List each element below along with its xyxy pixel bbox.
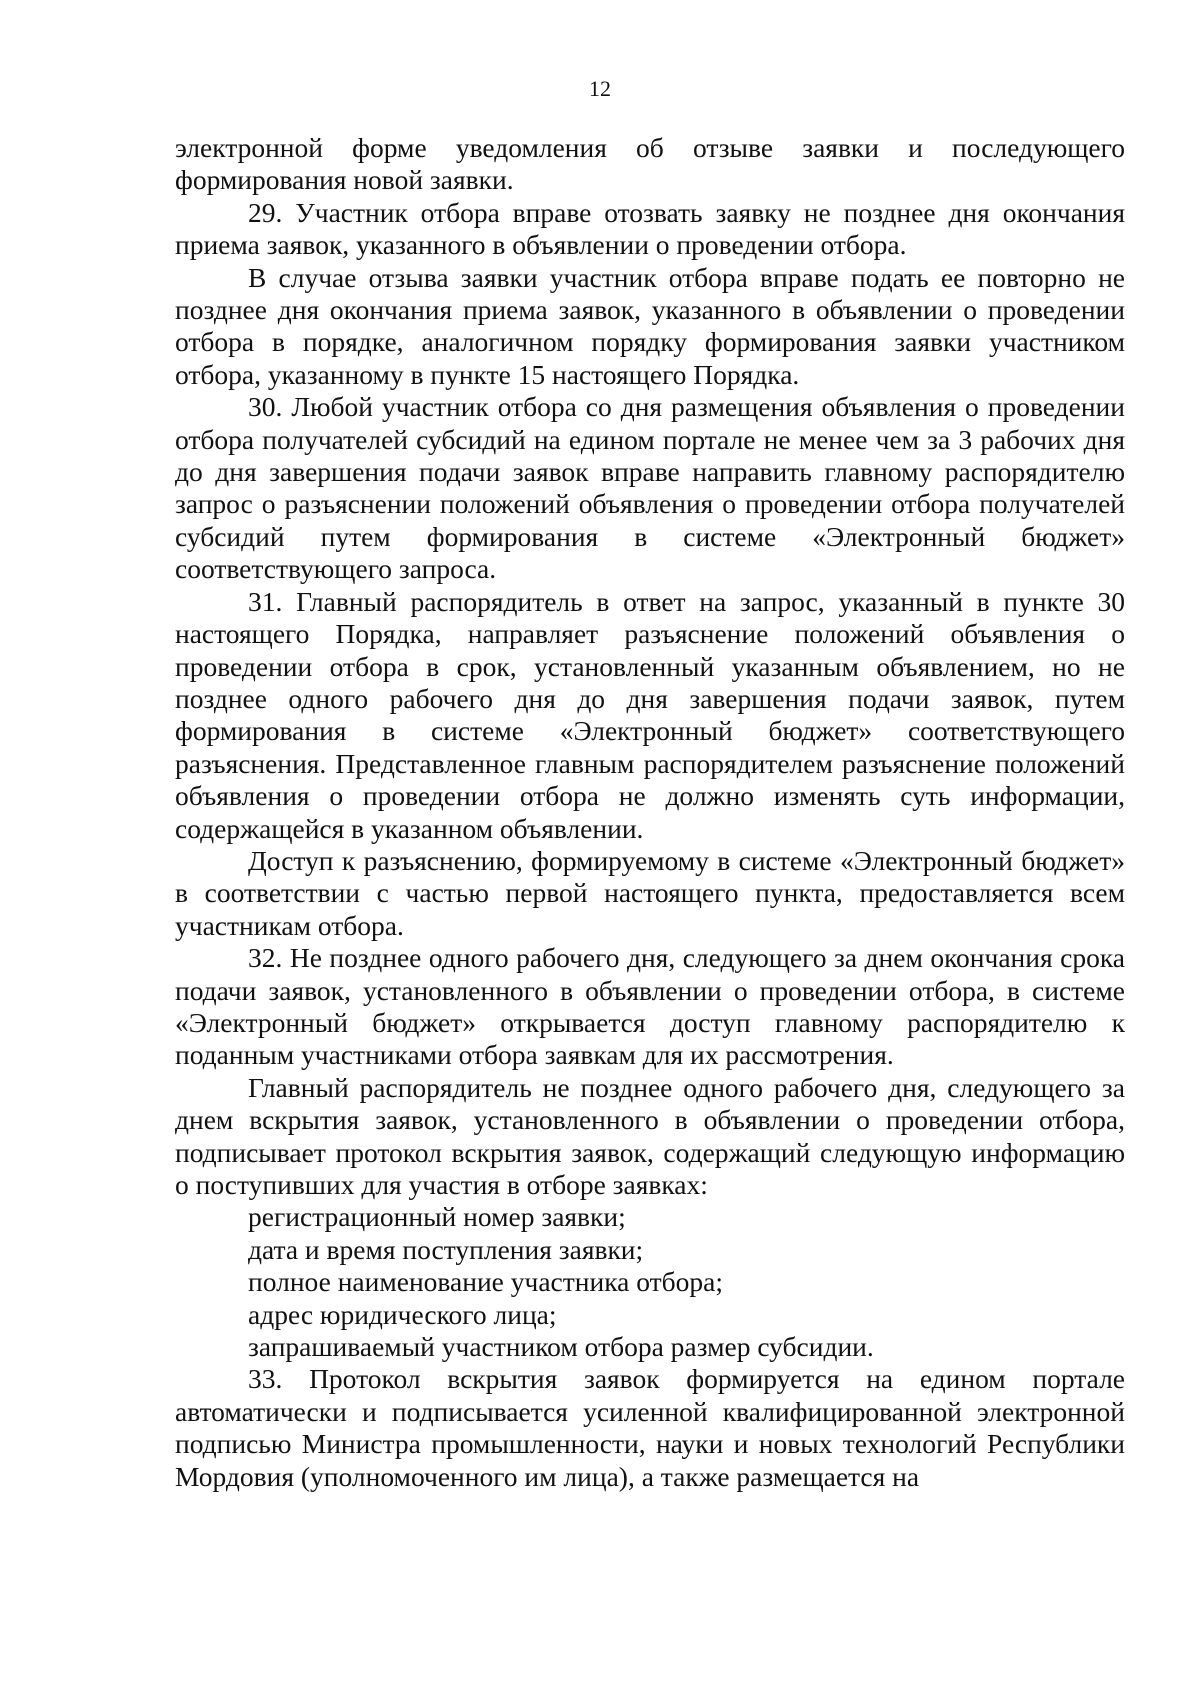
list-item-participant-name: полное наименование участника отбора; bbox=[248, 1266, 723, 1298]
paragraph-item-31: 31. Главный распорядитель в ответ на запрос, указанный в пункте 30 настоящего Порядка, направляет разъяснение положений объявления о проведении отбора в срок, установленный указанным объявлением, но не позднее одного рабочего дня до дня завершения подачи заявок, путем формирования в системе «Электронный бюджет» соответствующего разъяснения. Представленное главным распорядителем разъяснение положений объявления о проведении отбора не должно изменять суть информации, содержащейся в указанном объявлении. bbox=[175, 585, 1125, 844]
paragraph-clarification-access: Доступ к разъяснению, формируемому в системе «Электронный бюджет» в соответствии с частью первой настоящего пункта, предоставляется всем участникам отбора. bbox=[175, 844, 1125, 941]
paragraph-item-33: 33. Протокол вскрытия заявок формируется на едином портале автоматически и подписывается усиленной квалифицированной электронной подписью Министра промышленности, науки и новых технологий Республики Мордовия (уполномоченного им лица), а также размещается на bbox=[175, 1363, 1125, 1492]
paragraph-item-30: 30. Любой участник отбора со дня размещения объявления о проведении отбора получателей субсидий на едином портале не менее чем за 3 рабочих дня до дня завершения подачи заявок вправе направить главному распорядителю запрос о разъяснении положений объявления о проведении отбора получателей субсидий путем формирования в системе «Электронный бюджет» соответствующего запроса. bbox=[175, 391, 1125, 585]
paragraph-item-32: 32. Не позднее одного рабочего дня, следующего за днем окончания срока подачи заявок, установленного в объявлении о проведении отбора, в системе «Электронный бюджет» открывается доступ главному распорядителю к поданным участниками отбора заявкам для их рассмотрения. bbox=[175, 942, 1125, 1071]
paragraph-protocol-signing: Главный распорядитель не позднее одного рабочего дня, следующего за днем вскрытия заявок, установленного в объявлении о проведении отбора, подписывает протокол вскрытия заявок, содержащий следующую информацию о поступивших для участия в отборе заявках: bbox=[175, 1071, 1125, 1200]
paragraph-withdrawal-resubmission: В случае отзыва заявки участник отбора вправе подать ее повторно не позднее дня окончания приема заявок, указанного в объявлении о проведении отбора в порядке, аналогичном порядку формирования заявки участником отбора, указанному в пункте 15 настоящего Порядка. bbox=[175, 261, 1125, 390]
paragraph-item-29: 29. Участник отбора вправе отозвать заявку не позднее дня окончания приема заявок, указанного в объявлении о проведении отбора. bbox=[175, 196, 1125, 261]
list-item-receipt-datetime: дата и время поступления заявки; bbox=[248, 1233, 644, 1265]
document-body bbox=[175, 132, 1125, 1493]
page-number: 12 bbox=[589, 76, 611, 101]
list-item-legal-address: адрес юридического лица; bbox=[248, 1298, 557, 1330]
list-item-requested-subsidy: запрашиваемый участником отбора размер субсидии. bbox=[248, 1331, 874, 1363]
list-item-registration-number: регистрационный номер заявки; bbox=[248, 1201, 626, 1233]
paragraph-continuation: электронной форме уведомления об отзыве заявки и последующего формирования новой заявки. bbox=[175, 132, 1125, 196]
